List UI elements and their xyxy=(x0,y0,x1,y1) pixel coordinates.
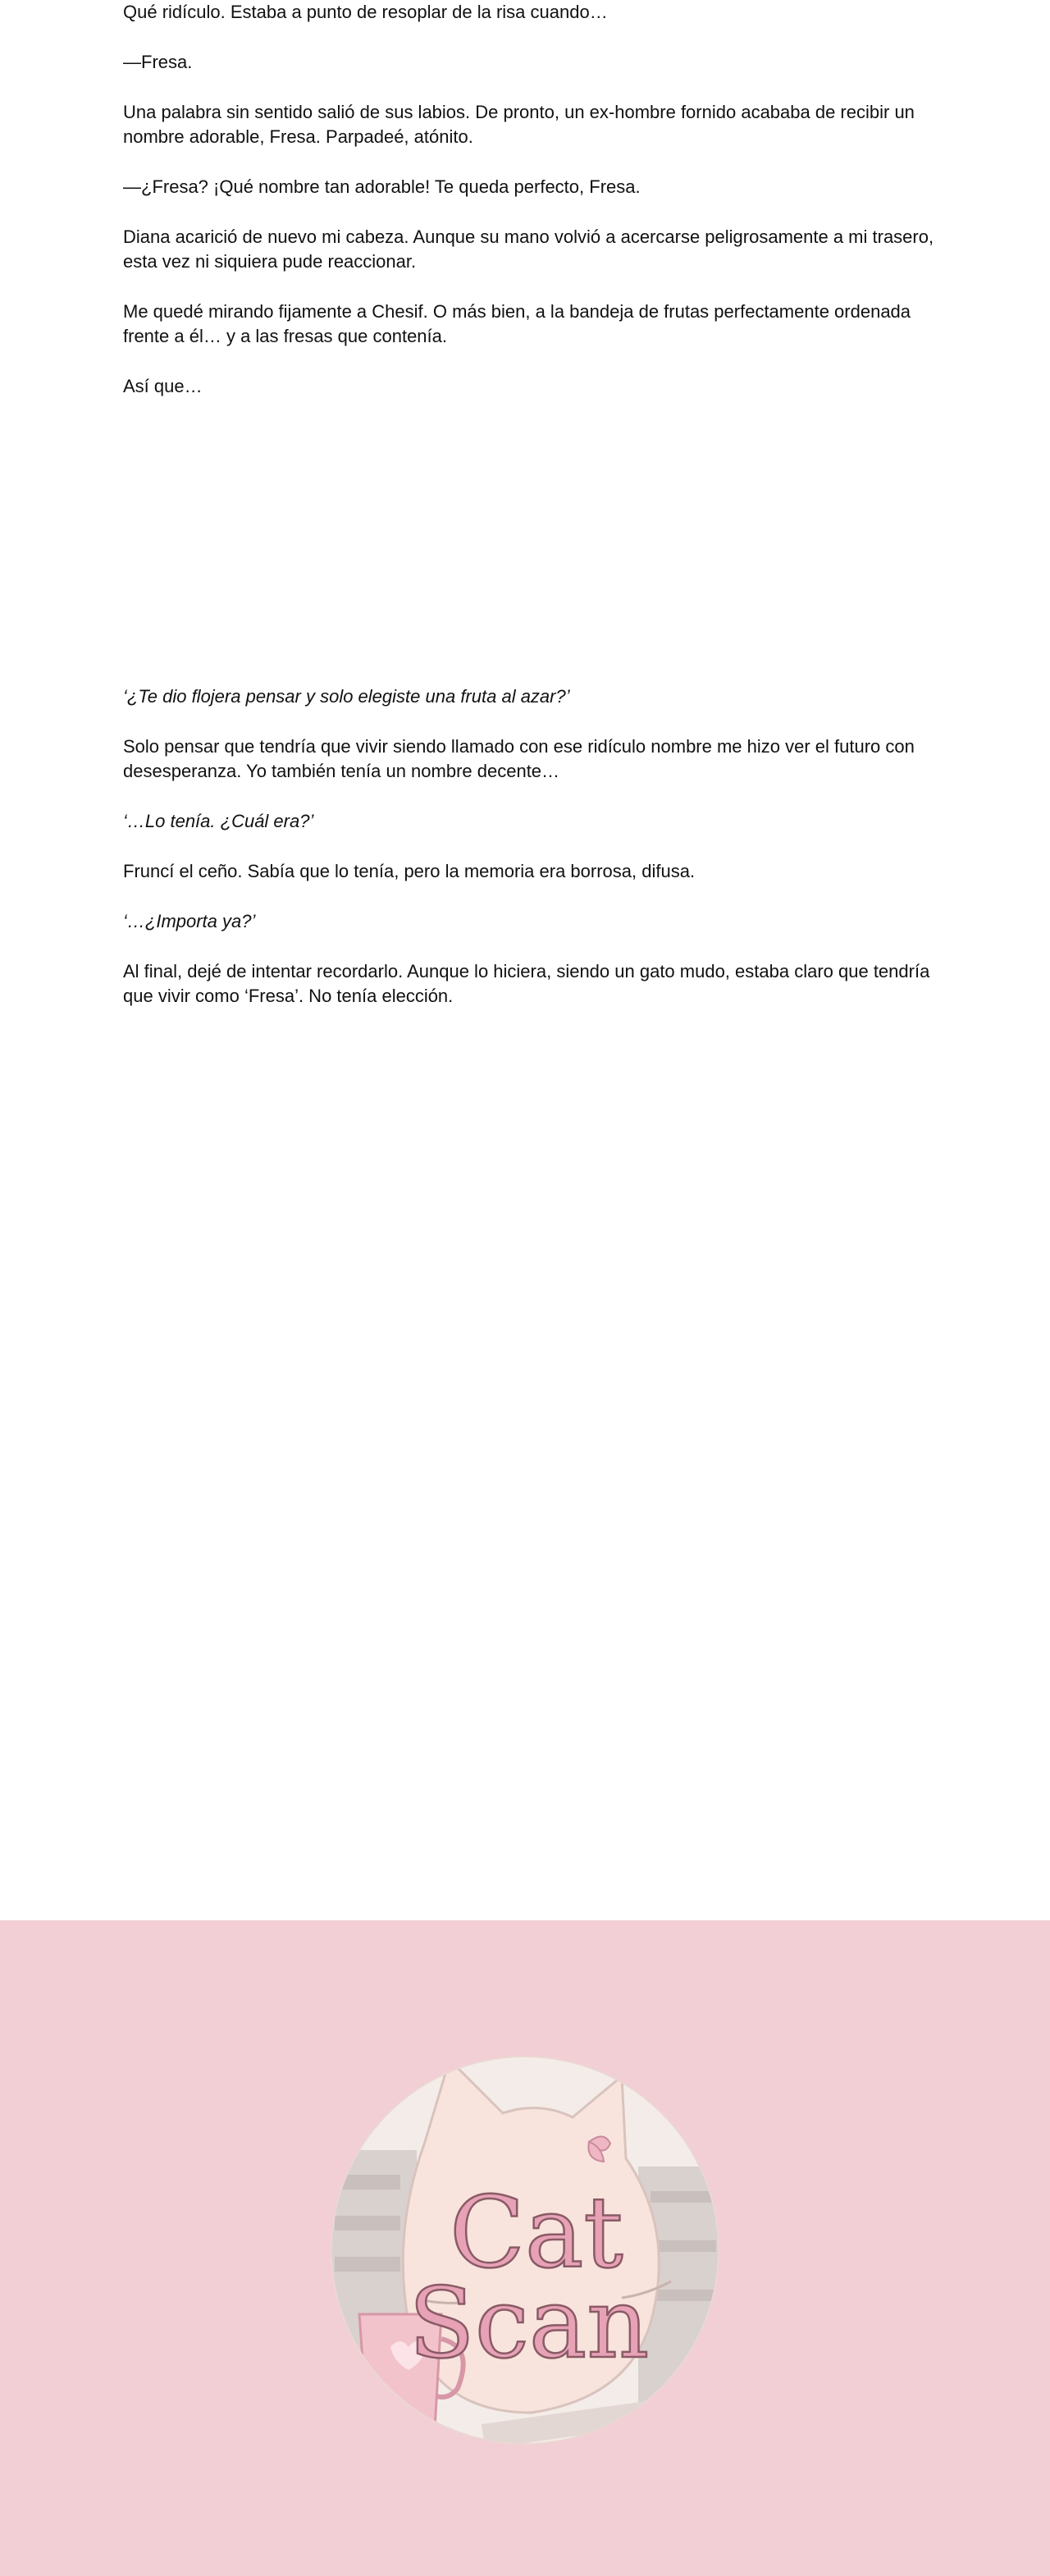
dialogue-line: —Fresa. xyxy=(123,52,193,72)
paragraph: Así que… xyxy=(123,376,203,396)
paragraph: Qué ridículo. Estaba a punto de resoplar de la risa cuando… xyxy=(123,2,608,22)
thought-line: ‘…Lo tenía. ¿Cuál era?’ xyxy=(123,811,314,831)
cat-scan-logo xyxy=(326,2052,724,2449)
thought-line: ‘¿Te dio flojera pensar y solo elegiste una fruta al azar?’ xyxy=(123,686,570,707)
thought-line: ‘…¿Importa ya?’ xyxy=(123,911,256,931)
logo-text-scan: Scan xyxy=(409,2267,650,2380)
story-section-1 xyxy=(123,0,935,424)
cat-scan-logo-graphic xyxy=(326,2052,724,2449)
footer-banner xyxy=(0,1920,1050,2576)
paragraph: Me quedé mirando fijamente a Chesif. O más bien, a la bandeja de frutas perfectamente ordenada frente a él… y a las fresas que contenía. xyxy=(123,301,911,346)
story-section-2 xyxy=(123,684,935,1034)
logo-text-cat: Cat xyxy=(450,2176,623,2290)
paragraph: Una palabra sin sentido salió de sus labios. De pronto, un ex-hombre fornido acababa de recibir un nombre adorable, Fresa. Parpadeé, atónito. xyxy=(123,102,915,147)
paragraph: Al final, dejé de intentar recordarlo. Aunque lo hiciera, siendo un gato mudo, estaba claro que tendría que vivir como ‘Fresa’. No tenía elección. xyxy=(123,961,930,1006)
paragraph: Diana acarició de nuevo mi cabeza. Aunque su mano volvió a acercarse peligrosamente a mi trasero, esta vez ni siquiera pude reaccionar. xyxy=(123,226,934,272)
paragraph: Solo pensar que tendría que vivir siendo llamado con ese ridículo nombre me hizo ver el futuro con desesperanza. Yo también tenía un nombre decente… xyxy=(123,736,915,781)
dialogue-line: —¿Fresa? ¡Qué nombre tan adorable! Te queda perfecto, Fresa. xyxy=(123,176,641,197)
paragraph: Fruncí el ceño. Sabía que lo tenía, pero la memoria era borrosa, difusa. xyxy=(123,861,696,881)
